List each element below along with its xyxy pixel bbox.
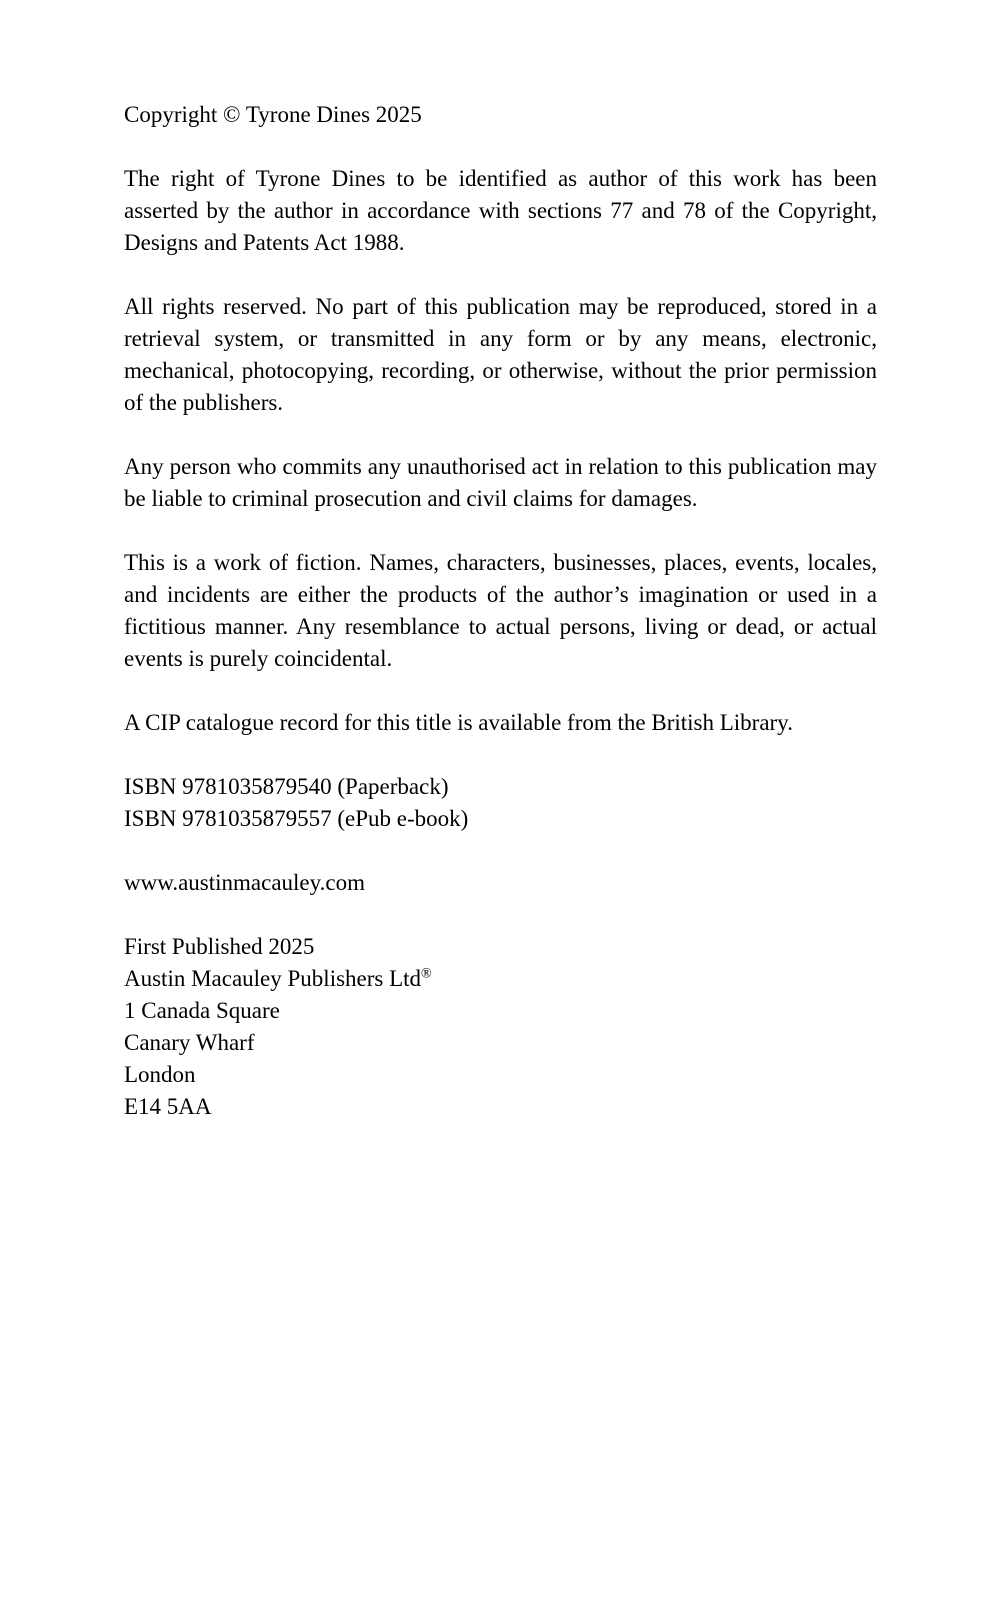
publisher-name-line bbox=[124, 963, 877, 995]
isbn-epub-line: ISBN 9781035879557 (ePub e-book) bbox=[124, 806, 469, 831]
front-matter-text bbox=[124, 99, 877, 1123]
isbn-paperback-line: ISBN 9781035879540 (Paperback) bbox=[124, 774, 449, 799]
work-of-fiction-paragraph: This is a work of fiction. Names, characters, businesses, places, events, locales, and incidents are either the products of the author’s imagination or used in a fictitious manner. Any resemblance to actual persons, living or dead, or actual events is purely coincidental. bbox=[124, 550, 877, 671]
rights-assertion-paragraph: The right of Tyrone Dines to be identified as author of this work has been asserted by the author in accordance with sections 77 and 78 of the Copyright, Designs and Patents Act 1988. bbox=[124, 166, 877, 255]
publisher-website: www.austinmacauley.com bbox=[124, 870, 365, 895]
unauthorised-act-paragraph: Any person who commits any unauthorised act in relation to this publication may be liable to criminal prosecution and civil claims for damages. bbox=[124, 454, 877, 511]
all-rights-reserved-paragraph: All rights reserved. No part of this publication may be reproduced, stored in a retrieval system, or transmitted in any form or by any means, electronic, mechanical, photocopying, recording, or otherwise, without the prior permission of the publishers. bbox=[124, 294, 877, 415]
address-line-city: London bbox=[124, 1062, 196, 1087]
address-line-district: Canary Wharf bbox=[124, 1030, 255, 1055]
isbn-block bbox=[124, 771, 877, 835]
publisher-name: Austin Macauley Publishers Ltd bbox=[124, 966, 422, 991]
copyright-notice: Copyright © Tyrone Dines 2025 bbox=[124, 102, 422, 127]
first-published-line: First Published 2025 bbox=[124, 934, 315, 959]
cip-catalogue-paragraph: A CIP catalogue record for this title is available from the British Library. bbox=[124, 710, 793, 735]
address-line-street: 1 Canada Square bbox=[124, 998, 280, 1023]
address-line-postcode: E14 5AA bbox=[124, 1094, 212, 1119]
registered-trademark-symbol: ® bbox=[421, 966, 432, 982]
imprint-block bbox=[124, 931, 877, 1123]
